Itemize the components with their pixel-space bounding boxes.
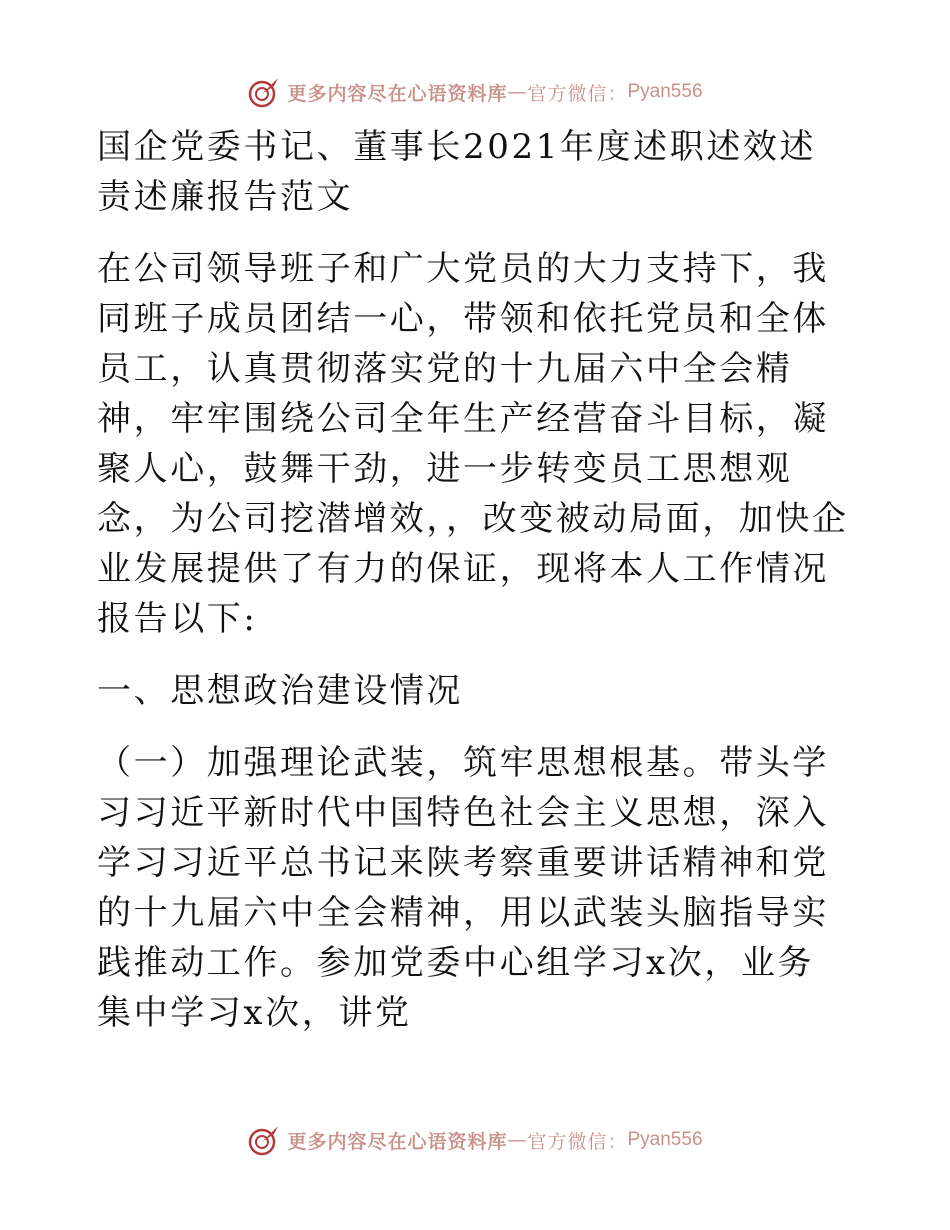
header-watermark [0,72,950,112]
watermark-wechat-id: Pyan556 [627,81,703,102]
watermark-separator: — [507,81,528,103]
subsection-paragraph: （一）加强理论武装，筑牢思想根基。带头学习习近平新时代中国特色社会主义思想，深入学习习近平总书记来陕考察重要讲话精神和党的十九届六中全会精神，用以武装头脑指导实践推动工作。参加党委中心组学习x次，业务集中学习x次，讲党 [97,743,829,1033]
watermark-wechat-label: 官方微信： [527,82,628,105]
watermark-wechat-label: 官方微信： [527,1130,628,1153]
watermark-separator: — [507,1129,528,1151]
watermark-wechat-id: Pyan556 [627,1129,703,1150]
section-heading: 一、思想政治建设情况 [97,671,463,711]
footer-watermark [0,1120,950,1160]
watermark-promo-text: 更多内容尽在心语资料库 [287,82,508,105]
document-title: 国企党委书记、董事长2021年度述职述效述责述廉报告范文 [97,127,817,217]
quill-logo-icon [247,1123,281,1157]
quill-logo-icon [247,75,281,109]
document-body [97,122,849,1060]
intro-paragraph: 在公司领导班子和广大党员的大力支持下，我同班子成员团结一心，带领和依托党员和全体员工，认真贯彻落实党的十九届六中全会精神，牢牢围绕公司全年生产经营奋斗目标，凝聚人心，鼓舞干劲，进一步转变员工思想观念，为公司挖潜增效，，改变被动局面，加快企业发展提供了有力的保证，现将本人工作情况报告以下: [97,249,849,639]
watermark-promo-text: 更多内容尽在心语资料库 [287,1130,508,1153]
